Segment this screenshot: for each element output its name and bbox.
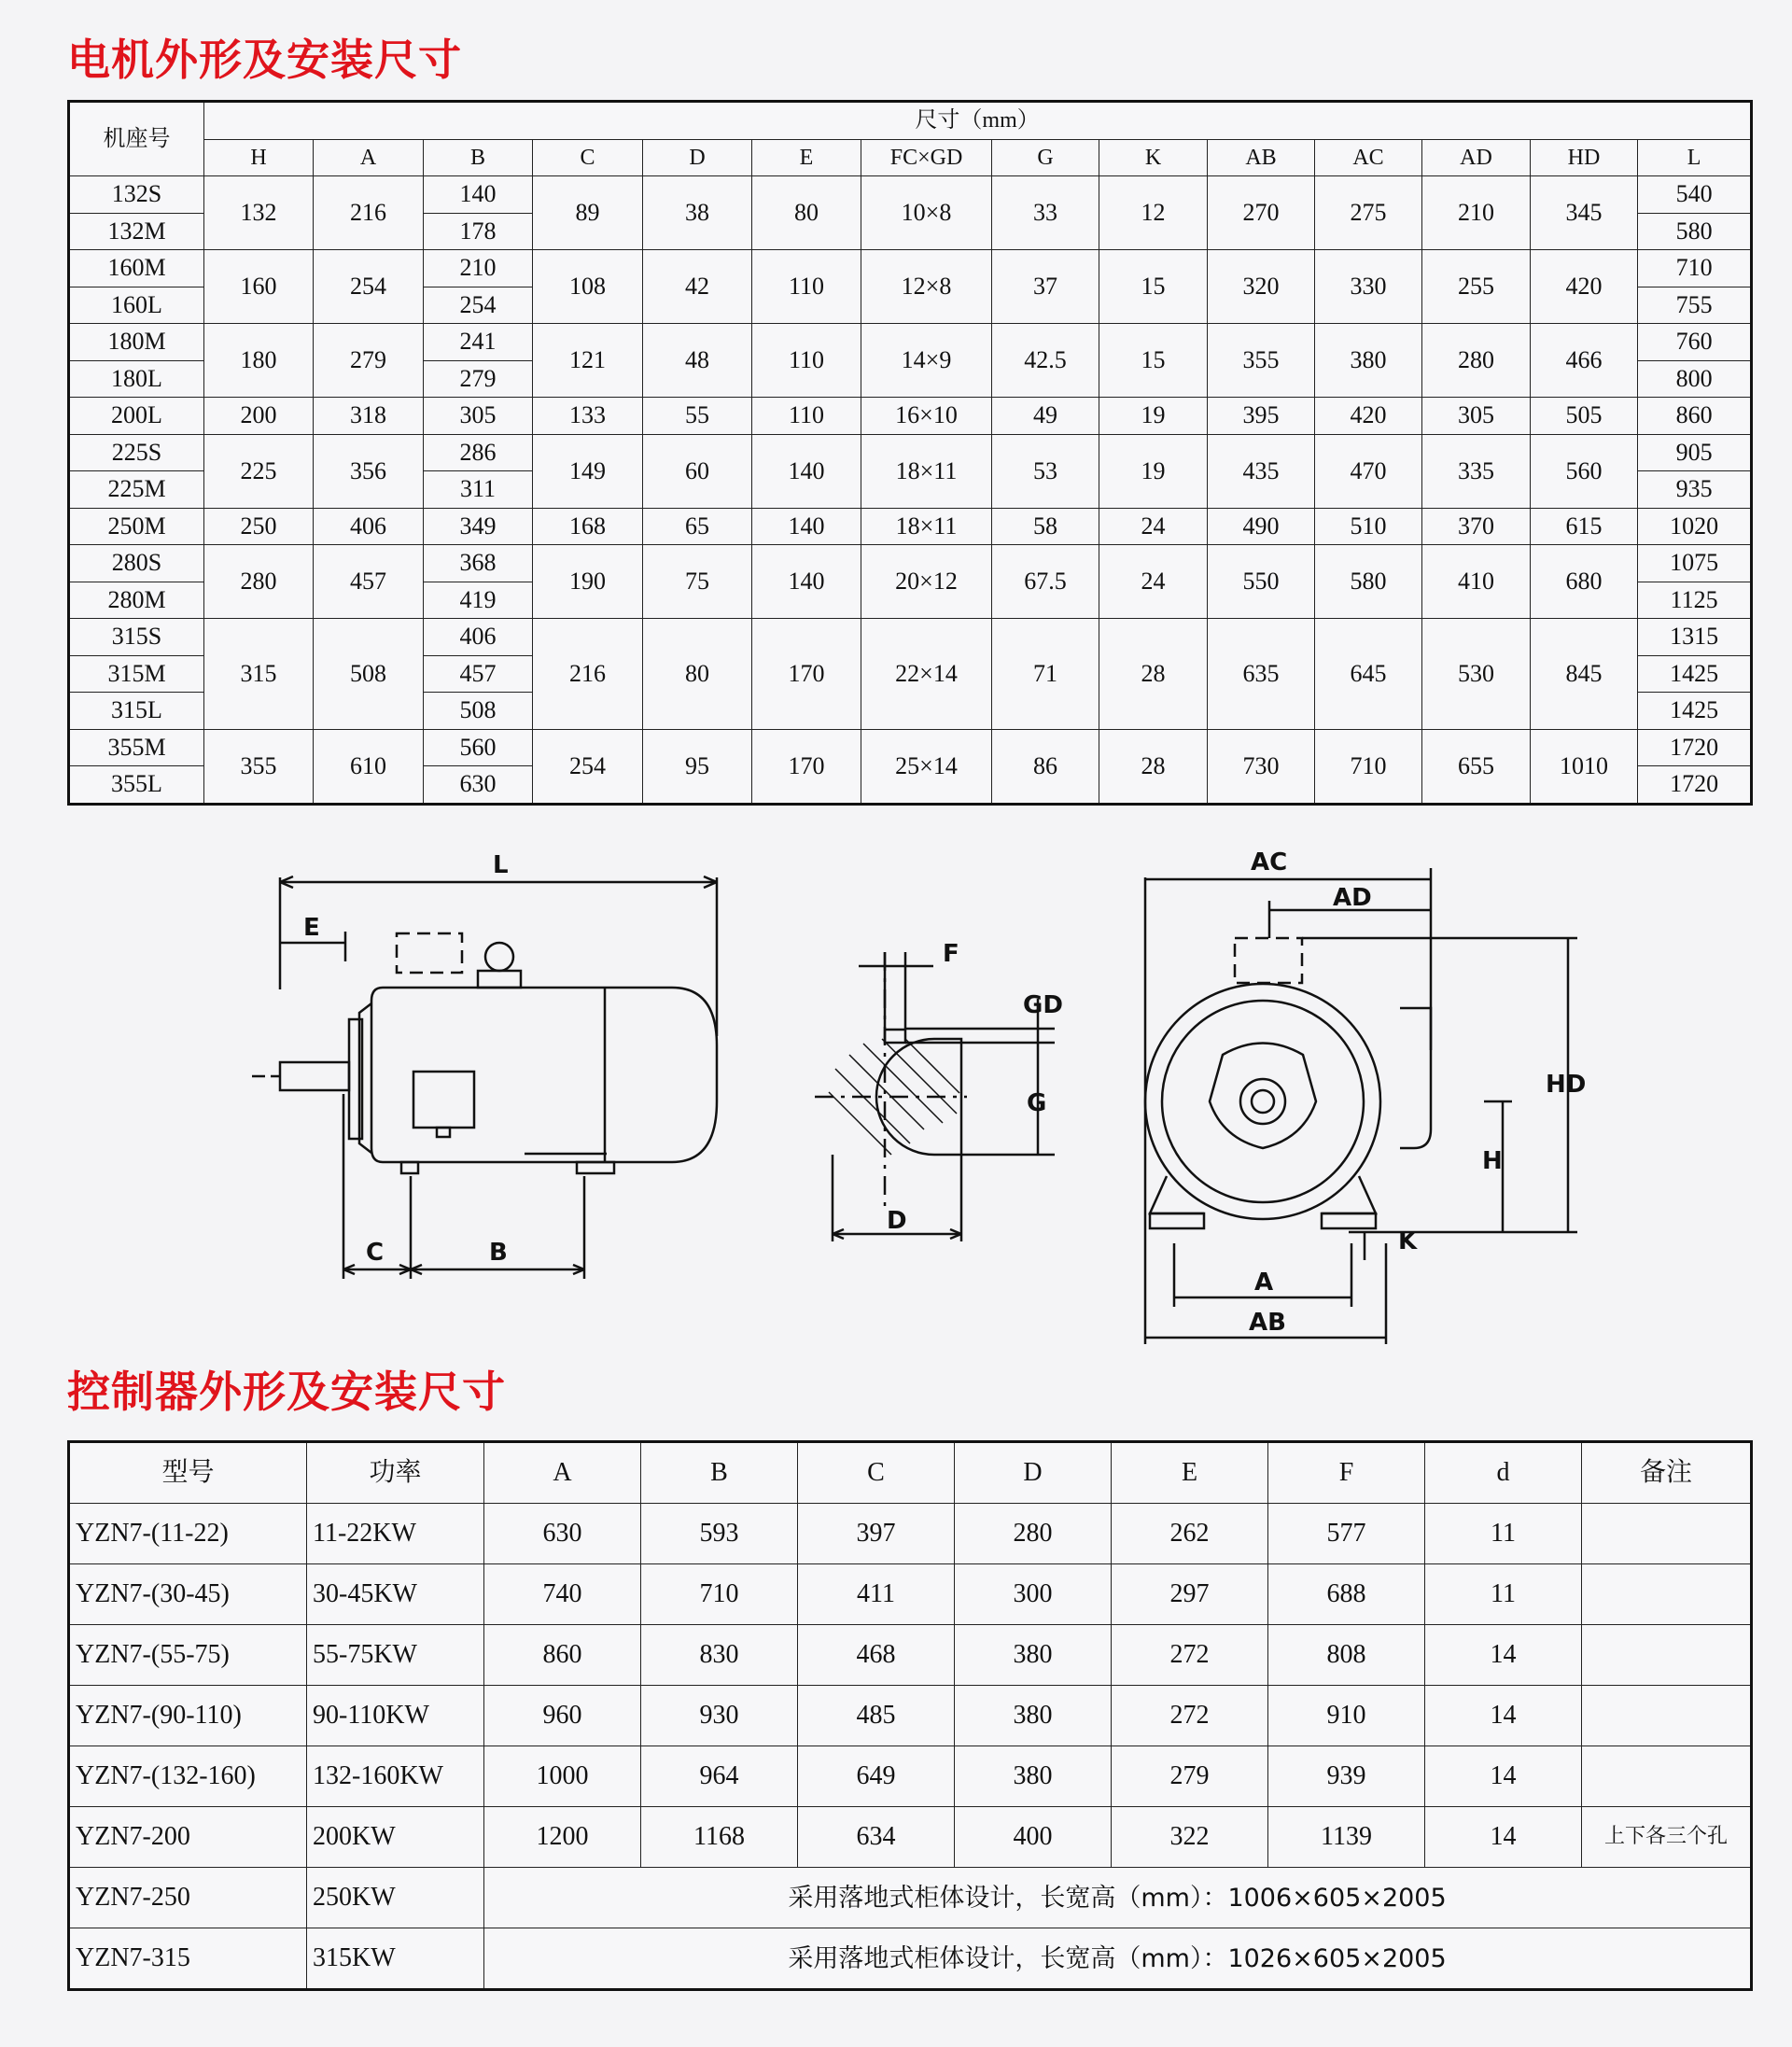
cell-E: 140: [752, 545, 861, 619]
cell-HD: 466: [1531, 324, 1638, 398]
frame-cell: 200L: [69, 398, 204, 435]
table-row: [69, 545, 1752, 582]
cell-AC: 275: [1315, 176, 1422, 250]
header-column: FC×GD: [861, 139, 992, 176]
table-row: [69, 1746, 1752, 1807]
frame-cell: 355M: [69, 729, 204, 766]
cell-AB: 320: [1208, 250, 1315, 324]
cell-C: 108: [533, 250, 643, 324]
cell-C: 397: [798, 1504, 955, 1564]
cell-G: 58: [992, 508, 1099, 545]
cell-AC: 645: [1315, 619, 1422, 730]
table-row: [69, 619, 1752, 656]
cell-B: 286: [424, 434, 533, 471]
cell-model: YZN7-250: [69, 1868, 307, 1928]
cell-L: 1020: [1638, 508, 1752, 545]
cell-power: 11-22KW: [307, 1504, 484, 1564]
cell-L: 580: [1638, 213, 1752, 250]
cell-d: 14: [1425, 1746, 1582, 1807]
cell-AC: 330: [1315, 250, 1422, 324]
header-column: E: [1112, 1442, 1268, 1504]
cell-E: 170: [752, 729, 861, 804]
header-frame: 机座号: [69, 102, 204, 176]
cell-d: 14: [1425, 1686, 1582, 1746]
cell-L: 935: [1638, 471, 1752, 509]
cell-F: 808: [1268, 1625, 1425, 1686]
cell-G: 53: [992, 434, 1099, 508]
cell-A: 860: [484, 1625, 641, 1686]
cell-B: 178: [424, 213, 533, 250]
header-column: E: [752, 139, 861, 176]
cell-A: 508: [314, 619, 424, 730]
table-header-row: [69, 102, 1752, 140]
cell-D: 55: [643, 398, 752, 435]
table-row: [69, 1564, 1752, 1625]
cell-D: 75: [643, 545, 752, 619]
cell-C: 121: [533, 324, 643, 398]
cell-A: 610: [314, 729, 424, 804]
cell-L: 1720: [1638, 729, 1752, 766]
cell-K: 24: [1099, 545, 1208, 619]
cell-G: 37: [992, 250, 1099, 324]
cell-AD: 280: [1422, 324, 1531, 398]
cell-B: 560: [424, 729, 533, 766]
cell-F: 910: [1268, 1686, 1425, 1746]
cell-E: 170: [752, 619, 861, 730]
cell-L: 800: [1638, 360, 1752, 398]
controller-section-title: 控制器外形及安装尺寸: [67, 1367, 506, 1417]
cell-AD: 335: [1422, 434, 1531, 508]
cell-B: 419: [424, 582, 533, 619]
cell-B: 311: [424, 471, 533, 509]
cell-note: [1582, 1686, 1752, 1746]
cell-model: YZN7-(55-75): [69, 1625, 307, 1686]
cell-K: 28: [1099, 619, 1208, 730]
table-row: [69, 398, 1752, 435]
cell-power: 30-45KW: [307, 1564, 484, 1625]
table-row: [69, 1625, 1752, 1686]
cell-E: 272: [1112, 1625, 1268, 1686]
frame-cell: 180L: [69, 360, 204, 398]
header-column: K: [1099, 139, 1208, 176]
cell-B: 630: [424, 766, 533, 805]
cell-G: 42.5: [992, 324, 1099, 398]
table-row: [69, 324, 1752, 361]
cell-E: 110: [752, 324, 861, 398]
cell-AB: 730: [1208, 729, 1315, 804]
cell-power: 250KW: [307, 1868, 484, 1928]
cell-B: 254: [424, 287, 533, 324]
cell-L: 905: [1638, 434, 1752, 471]
cell-H: 315: [204, 619, 314, 730]
cell-L: 755: [1638, 287, 1752, 324]
cell-K: 15: [1099, 324, 1208, 398]
cell-FCGD: 25×14: [861, 729, 992, 804]
cell-AD: 530: [1422, 619, 1531, 730]
cell-E: 140: [752, 434, 861, 508]
header-column: AC: [1315, 139, 1422, 176]
cell-model: YZN7-(90-110): [69, 1686, 307, 1746]
frame-cell: 250M: [69, 508, 204, 545]
cell-B: 241: [424, 324, 533, 361]
header-column: d: [1425, 1442, 1582, 1504]
cell-FCGD: 14×9: [861, 324, 992, 398]
cell-C: 216: [533, 619, 643, 730]
cell-B: 349: [424, 508, 533, 545]
cell-B: 964: [641, 1746, 798, 1807]
cell-H: 355: [204, 729, 314, 804]
label-AC: AC: [1251, 848, 1288, 876]
cell-HD: 505: [1531, 398, 1638, 435]
cell-AC: 380: [1315, 324, 1422, 398]
cell-AB: 270: [1208, 176, 1315, 250]
table-row: [69, 729, 1752, 766]
cell-G: 67.5: [992, 545, 1099, 619]
header-column: D: [643, 139, 752, 176]
table-row: [69, 1807, 1752, 1868]
frame-cell: 280S: [69, 545, 204, 582]
cell-D: 60: [643, 434, 752, 508]
cell-B: 710: [641, 1564, 798, 1625]
cell-E: 279: [1112, 1746, 1268, 1807]
cell-G: 86: [992, 729, 1099, 804]
cell-B: 830: [641, 1625, 798, 1686]
header-column: AD: [1422, 139, 1531, 176]
header-column: HD: [1531, 139, 1638, 176]
table-row: [69, 1686, 1752, 1746]
header-column: G: [992, 139, 1099, 176]
cell-A: 254: [314, 250, 424, 324]
label-D: D: [887, 1207, 907, 1235]
header-column: B: [641, 1442, 798, 1504]
header-column: C: [798, 1442, 955, 1504]
front-view: [1145, 868, 1577, 1344]
cell-E: 80: [752, 176, 861, 250]
cell-AB: 355: [1208, 324, 1315, 398]
cell-A: 279: [314, 324, 424, 398]
cell-L: 1315: [1638, 619, 1752, 656]
cell-d: 14: [1425, 1807, 1582, 1868]
cell-power: 132-160KW: [307, 1746, 484, 1807]
cell-F: 688: [1268, 1564, 1425, 1625]
cell-L: 860: [1638, 398, 1752, 435]
cell-B: 457: [424, 655, 533, 693]
frame-cell: 160L: [69, 287, 204, 324]
cell-d: 14: [1425, 1625, 1582, 1686]
cell-model: YZN7-(132-160): [69, 1746, 307, 1807]
label-C: C: [366, 1239, 385, 1267]
side-view: [252, 876, 717, 1279]
cell-FCGD: 16×10: [861, 398, 992, 435]
label-H: H: [1482, 1147, 1503, 1175]
cell-K: 19: [1099, 398, 1208, 435]
cell-H: 280: [204, 545, 314, 619]
cell-H: 132: [204, 176, 314, 250]
cell-F: 1139: [1268, 1807, 1425, 1868]
cell-FCGD: 20×12: [861, 545, 992, 619]
cell-AB: 435: [1208, 434, 1315, 508]
cell-FCGD: 10×8: [861, 176, 992, 250]
header-column: 功率: [307, 1442, 484, 1504]
table-row: [69, 508, 1752, 545]
table-row: [69, 434, 1752, 471]
cell-note: [1582, 1504, 1752, 1564]
cell-power: 315KW: [307, 1928, 484, 1990]
cell-L: 540: [1638, 176, 1752, 214]
header-column: 型号: [69, 1442, 307, 1504]
cell-B: 210: [424, 250, 533, 287]
cell-K: 24: [1099, 508, 1208, 545]
cell-K: 19: [1099, 434, 1208, 508]
cell-D: 380: [955, 1625, 1112, 1686]
cell-E: 140: [752, 508, 861, 545]
cell-D: 48: [643, 324, 752, 398]
frame-cell: 160M: [69, 250, 204, 287]
cell-HD: 845: [1531, 619, 1638, 730]
cell-E: 322: [1112, 1807, 1268, 1868]
cell-model: YZN7-315: [69, 1928, 307, 1990]
cabinet-note: 采用落地式柜体设计，长宽高（mm）：1006×605×2005: [484, 1868, 1752, 1928]
cell-FCGD: 18×11: [861, 434, 992, 508]
label-AD: AD: [1333, 884, 1372, 912]
cell-note: [1582, 1564, 1752, 1625]
header-column: A: [314, 139, 424, 176]
cell-note: 上下各三个孔: [1582, 1807, 1752, 1868]
cell-H: 180: [204, 324, 314, 398]
cell-A: 318: [314, 398, 424, 435]
cell-d: 11: [1425, 1564, 1582, 1625]
cell-L: 1425: [1638, 693, 1752, 730]
cabinet-note: 采用落地式柜体设计，长宽高（mm）：1026×605×2005: [484, 1928, 1752, 1990]
shaft-section-view: [815, 952, 1055, 1241]
cell-d: 11: [1425, 1504, 1582, 1564]
cell-E: 262: [1112, 1504, 1268, 1564]
motor-section-title: 电机外形及安装尺寸: [67, 35, 462, 85]
header-column: F: [1268, 1442, 1425, 1504]
label-E: E: [303, 914, 320, 942]
cell-power: 90-110KW: [307, 1686, 484, 1746]
header-column: AB: [1208, 139, 1315, 176]
cell-D: 38: [643, 176, 752, 250]
cell-H: 250: [204, 508, 314, 545]
cell-note: [1582, 1625, 1752, 1686]
cell-AC: 580: [1315, 545, 1422, 619]
label-G: G: [1027, 1089, 1047, 1117]
cell-D: 42: [643, 250, 752, 324]
table-header-row: [69, 1442, 1752, 1504]
frame-cell: 315L: [69, 693, 204, 730]
cell-E: 110: [752, 398, 861, 435]
cell-G: 49: [992, 398, 1099, 435]
table-header-row: [69, 139, 1752, 176]
cell-D: 65: [643, 508, 752, 545]
cell-C: 149: [533, 434, 643, 508]
cell-AB: 490: [1208, 508, 1315, 545]
motor-outline-drawing: [0, 821, 1792, 1344]
label-K: K: [1398, 1227, 1418, 1255]
cell-AC: 510: [1315, 508, 1422, 545]
cell-D: 400: [955, 1807, 1112, 1868]
frame-cell: 355L: [69, 766, 204, 805]
cell-note: [1582, 1746, 1752, 1807]
frame-cell: 280M: [69, 582, 204, 619]
cell-C: 649: [798, 1746, 955, 1807]
cell-E: 297: [1112, 1564, 1268, 1625]
frame-cell: 132M: [69, 213, 204, 250]
table-row: [69, 250, 1752, 287]
cell-D: 300: [955, 1564, 1112, 1625]
cell-AC: 420: [1315, 398, 1422, 435]
label-GD: GD: [1023, 991, 1063, 1019]
frame-cell: 132S: [69, 176, 204, 214]
cell-F: 939: [1268, 1746, 1425, 1807]
cell-B: 406: [424, 619, 533, 656]
cell-C: 168: [533, 508, 643, 545]
frame-cell: 225M: [69, 471, 204, 509]
cell-F: 577: [1268, 1504, 1425, 1564]
cell-A: 630: [484, 1504, 641, 1564]
cell-C: 133: [533, 398, 643, 435]
label-L: L: [493, 851, 509, 879]
cell-G: 33: [992, 176, 1099, 250]
cell-B: 1168: [641, 1807, 798, 1868]
cell-power: 55-75KW: [307, 1625, 484, 1686]
header-dimension-group: 尺寸（mm）: [204, 102, 1752, 140]
cell-A: 960: [484, 1686, 641, 1746]
table-row: [69, 1868, 1752, 1928]
cell-D: 380: [955, 1686, 1112, 1746]
cell-A: 406: [314, 508, 424, 545]
header-column: L: [1638, 139, 1752, 176]
cell-A: 1200: [484, 1807, 641, 1868]
cell-C: 634: [798, 1807, 955, 1868]
cell-C: 468: [798, 1625, 955, 1686]
cell-B: 508: [424, 693, 533, 730]
cell-D: 380: [955, 1746, 1112, 1807]
label-F: F: [943, 940, 959, 968]
cell-A: 356: [314, 434, 424, 508]
table-row: [69, 176, 1752, 214]
cell-C: 411: [798, 1564, 955, 1625]
frame-cell: 315M: [69, 655, 204, 693]
cell-HD: 345: [1531, 176, 1638, 250]
cell-H: 160: [204, 250, 314, 324]
controller-dimension-table: [67, 1440, 1753, 1991]
cell-L: 710: [1638, 250, 1752, 287]
cell-D: 80: [643, 619, 752, 730]
cell-HD: 420: [1531, 250, 1638, 324]
cell-C: 485: [798, 1686, 955, 1746]
cell-B: 593: [641, 1504, 798, 1564]
cell-D: 280: [955, 1504, 1112, 1564]
cell-D: 95: [643, 729, 752, 804]
cell-C: 190: [533, 545, 643, 619]
cell-AD: 210: [1422, 176, 1531, 250]
cell-A: 740: [484, 1564, 641, 1625]
header-column: A: [484, 1442, 641, 1504]
cell-B: 930: [641, 1686, 798, 1746]
header-column: B: [424, 139, 533, 176]
header-column: C: [533, 139, 643, 176]
cell-A: 216: [314, 176, 424, 250]
cell-L: 1425: [1638, 655, 1752, 693]
header-column: D: [955, 1442, 1112, 1504]
cell-HD: 615: [1531, 508, 1638, 545]
label-B: B: [489, 1239, 508, 1267]
cell-B: 140: [424, 176, 533, 214]
cell-H: 200: [204, 398, 314, 435]
label-AB: AB: [1249, 1309, 1286, 1337]
cell-AB: 395: [1208, 398, 1315, 435]
cell-AD: 655: [1422, 729, 1531, 804]
cell-model: YZN7-200: [69, 1807, 307, 1868]
cell-C: 89: [533, 176, 643, 250]
header-column: H: [204, 139, 314, 176]
motor-dimension-table: [67, 100, 1753, 806]
cell-G: 71: [992, 619, 1099, 730]
cell-K: 12: [1099, 176, 1208, 250]
cell-K: 28: [1099, 729, 1208, 804]
cell-AB: 550: [1208, 545, 1315, 619]
frame-cell: 225S: [69, 434, 204, 471]
label-A: A: [1254, 1269, 1274, 1297]
cell-FCGD: 22×14: [861, 619, 992, 730]
cell-C: 254: [533, 729, 643, 804]
cell-power: 200KW: [307, 1807, 484, 1868]
cell-B: 368: [424, 545, 533, 582]
table-row: [69, 1928, 1752, 1990]
cell-AD: 410: [1422, 545, 1531, 619]
cell-H: 225: [204, 434, 314, 508]
cell-E: 110: [752, 250, 861, 324]
cell-AC: 710: [1315, 729, 1422, 804]
cell-AC: 470: [1315, 434, 1422, 508]
table-row: [69, 1504, 1752, 1564]
cell-AD: 370: [1422, 508, 1531, 545]
cell-K: 15: [1099, 250, 1208, 324]
cell-AB: 635: [1208, 619, 1315, 730]
cell-B: 279: [424, 360, 533, 398]
cell-L: 1720: [1638, 766, 1752, 805]
label-HD: HD: [1546, 1071, 1587, 1099]
cell-HD: 680: [1531, 545, 1638, 619]
cell-L: 1125: [1638, 582, 1752, 619]
cell-FCGD: 12×8: [861, 250, 992, 324]
cell-B: 305: [424, 398, 533, 435]
cell-model: YZN7-(30-45): [69, 1564, 307, 1625]
frame-cell: 315S: [69, 619, 204, 656]
frame-cell: 180M: [69, 324, 204, 361]
cell-A: 1000: [484, 1746, 641, 1807]
cell-AD: 255: [1422, 250, 1531, 324]
cell-E: 272: [1112, 1686, 1268, 1746]
cell-A: 457: [314, 545, 424, 619]
cell-HD: 1010: [1531, 729, 1638, 804]
header-column: 备注: [1582, 1442, 1752, 1504]
cell-model: YZN7-(11-22): [69, 1504, 307, 1564]
cell-HD: 560: [1531, 434, 1638, 508]
cell-AD: 305: [1422, 398, 1531, 435]
cell-FCGD: 18×11: [861, 508, 992, 545]
cell-L: 760: [1638, 324, 1752, 361]
cell-L: 1075: [1638, 545, 1752, 582]
